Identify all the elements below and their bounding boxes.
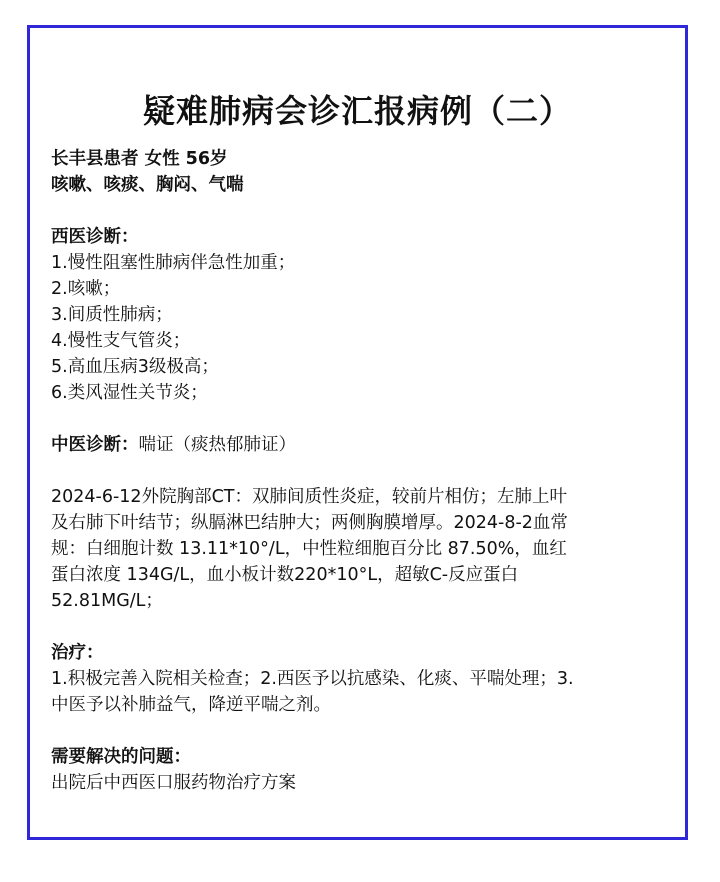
tcm-diagnosis [51, 432, 671, 458]
western-diagnosis-heading: 西医诊断： [51, 227, 139, 247]
exam-text-line: 及右肺下叶结节；纵膈淋巴结肿大；两侧胸膜增厚。2024-8-2血常 [51, 513, 568, 533]
western-diagnosis-item: 2.咳嗽； [51, 279, 121, 299]
patient-symptoms: 咳嗽、咳痰、胸闷、气喘 [51, 175, 244, 195]
treatment-heading: 治疗： [51, 643, 104, 663]
problem-text: 出院后中西医口服药物治疗方案 [51, 773, 296, 793]
tcm-diagnosis-value: 喘证（痰热郁肺证） [138, 435, 296, 455]
page-title: 疑难肺病会诊汇报病例（二） [142, 92, 572, 130]
western-diagnosis-item: 3.间质性肺病； [51, 305, 173, 325]
problem-heading: 需要解决的问题： [51, 747, 191, 767]
exam-text-line: 蛋白浓度 134G/L，血小板计数220*10°L，超敏C-反应蛋白 [51, 565, 519, 585]
western-diagnosis-item: 4.慢性支气管炎； [51, 331, 191, 351]
patient-info: 长丰县患者 女性 56岁 [51, 149, 228, 169]
tcm-diagnosis-heading: 中医诊断： [51, 435, 139, 455]
case-content [51, 146, 671, 796]
western-diagnosis-item: 5.高血压病3级极高； [51, 357, 219, 377]
exam-text-line: 2024-6-12外院胸部CT：双肺间质性炎症，较前片相仿；左肺上叶 [51, 487, 567, 507]
western-diagnosis-item: 6.类风湿性关节炎； [51, 383, 208, 403]
treatment-text-line: 中医予以补肺益气，降逆平喘之剂。 [51, 695, 331, 715]
case-card [27, 25, 688, 840]
exam-text-line: 52.81MG/L； [51, 591, 163, 611]
exam-text-line: 规：白细胞计数 13.11*10°/L，中性粒细胞百分比 87.50%，血红 [51, 539, 567, 559]
treatment-text-line: 1.积极完善入院相关检查；2.西医予以抗感染、化痰、平喘处理；3. [51, 669, 574, 689]
western-diagnosis-item: 1.慢性阻塞性肺病伴急性加重； [51, 253, 296, 273]
